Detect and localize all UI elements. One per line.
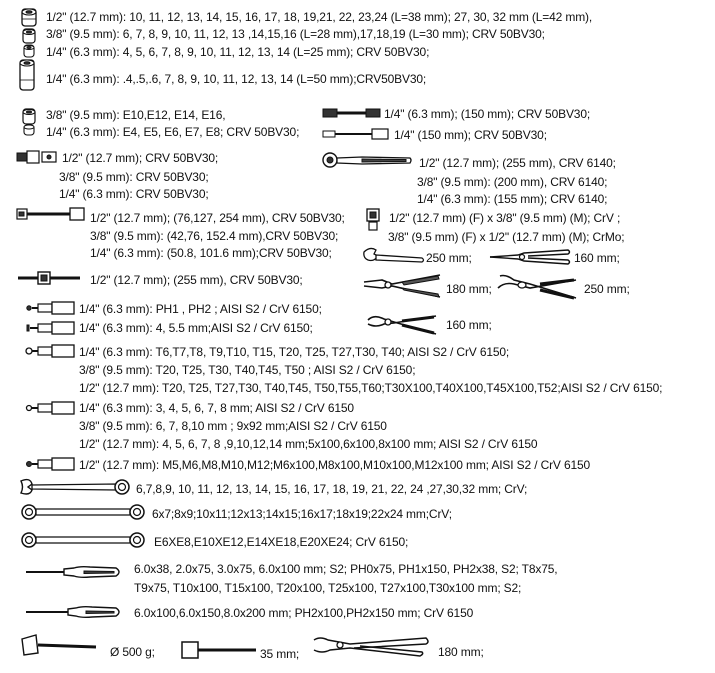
reducer-text-1: 1/2" (12.7 mm) (F) x 3/8" (9.5 mm) (M); CrV ;	[389, 211, 621, 225]
adjustable-wrench-size: 250 mm;	[426, 251, 472, 265]
long-nose-pliers-icon	[488, 248, 572, 266]
adapter-icon	[16, 150, 60, 164]
water-pump-pliers-icon	[496, 272, 580, 302]
torx-sockets-quarter-text: 1/4" (6.3 mm): E4, E5, E6, E7, E8; CRV 50BV30;	[46, 125, 300, 139]
locking-pliers-icon	[310, 632, 432, 662]
extension-text-3: 1/4" (6.3 mm): (50.8, 101.6 mm);CRV 50BV30;	[90, 246, 332, 260]
spline-bit-half-text: 1/2" (12.7 mm): M5,M6,M8,M10,M12;M6x100,M8x100,M10x100,M12x100 mm; AISI S2 / CrV 6150	[79, 458, 591, 472]
punch-size: 35 mm;	[260, 647, 300, 661]
hex-bit-quarter-text: 1/4" (6.3 mm): 3, 4, 5, 6, 7, 8 mm; AISI S2 / CrV 6150	[79, 401, 354, 415]
torx-ring-wrench-text: E6XE8,E10XE12,E14XE18,E20XE24; CrV 6150;	[154, 535, 409, 549]
water-pump-pliers-size: 250 mm;	[584, 282, 630, 296]
screwdriver-text-2: T9x75, T10x100, T15x100, T20x100, T25x100, T27x100,T30x100 mm; S2;	[134, 581, 522, 595]
combination-pliers-icon	[362, 272, 442, 302]
ratchet-text-3: 1/4" (6.3 mm): (155 mm); CRV 6140;	[417, 192, 608, 206]
torx-bit-half-text: 1/2" (12.7 mm): T20, T25, T27,T30, T40,T45, T50,T55,T60;T30X100,T40X100,T45X100,T52;AISI S2 / CrV 6150;	[79, 381, 663, 395]
hex-bit-icon	[24, 401, 78, 415]
adjustable-wrench-icon	[362, 246, 426, 268]
flat-bit-text: 1/4" (6.3 mm): 4, 5.5 mm;AISI S2 / CrV 6150;	[79, 321, 313, 335]
socket-quarter-inch-icon	[21, 44, 37, 58]
combination-wrench-text: 6,7,8,9, 10, 11, 12, 13, 14, 15, 16, 17, 18, 19, 21, 22, 24 ,27,30,32 mm; CrV;	[136, 482, 528, 496]
side-cutter-icon	[366, 310, 438, 338]
socket-half-inch-icon	[19, 8, 39, 28]
torx-socket-small-icon	[22, 124, 36, 136]
long-nose-pliers-size: 160 mm;	[574, 251, 620, 265]
ratchet-text-1: 1/2" (12.7 mm); (255 mm), CRV 6140;	[419, 156, 616, 170]
combination-wrench-icon	[18, 478, 132, 496]
torx-bit-quarter-text: 1/4" (6.3 mm): T6,T7,T8, T9,T10, T15, T20, T25, T27,T30, T40; AISI S2 / CrV 6150;	[79, 345, 510, 359]
punch-icon	[180, 640, 260, 660]
hammer-icon	[20, 633, 100, 667]
side-cutter-size: 160 mm;	[446, 318, 492, 332]
extension-icon	[16, 207, 86, 221]
sockets-quarter-text: 1/4" (6.3 mm): 4, 5, 6, 7, 8, 9, 10, 11, 12, 13, 14 (L=25 mm); CRV 50BV30;	[46, 45, 430, 59]
adapter-text-2: 3/8" (9.5 mm): CRV 50BV30;	[59, 170, 209, 184]
screwdriver-long-icon	[24, 604, 124, 620]
hammer-weight: Ø 500 g;	[110, 645, 155, 659]
phillips-bit-icon	[24, 301, 78, 315]
socket-three-eighths-icon	[20, 28, 38, 44]
deep-sockets-text: 1/4" (6.3 mm): .4,.5,.6, 7, 8, 9, 10, 11, 12, 13, 14 (L=50 mm);CRV50BV30;	[46, 72, 427, 86]
torx-bit-icon	[24, 344, 78, 358]
extension-bar-short-icon	[322, 127, 392, 141]
deep-socket-icon	[16, 58, 38, 92]
combination-pliers-size: 180 mm;	[446, 282, 492, 296]
reducer-text-2: 3/8" (9.5 mm) (F) x 1/2" (12.7 mm) (M); CrMo;	[388, 230, 625, 244]
ratchet-text-2: 3/8" (9.5 mm): (200 mm), CRV 6140;	[417, 175, 608, 189]
extension-bar-text-1: 1/4" (6.3 mm); (150 mm); CRV 50BV30;	[384, 107, 591, 121]
torx-ring-wrench-icon	[20, 531, 146, 549]
extension-bar-icon	[322, 106, 382, 120]
sockets-half-inch-text: 1/2" (12.7 mm): 10, 11, 12, 13, 14, 15, 16, 17, 18, 19,21, 22, 23,24 (L=38 mm); 27, 30, 32 mm (L=42 mm),	[46, 10, 593, 24]
spline-bit-icon	[24, 457, 78, 471]
locking-pliers-size: 180 mm;	[438, 645, 484, 659]
extension-text-1: 1/2" (12.7 mm); (76,127, 254 mm), CRV 50BV30;	[90, 211, 345, 225]
double-ring-wrench-icon	[20, 503, 146, 521]
screwdriver-icon	[24, 564, 124, 580]
torx-bit-three-eighths-text: 3/8" (9.5 mm): T20, T25, T30, T40,T45, T50 ; AISI S2 / CrV 6150;	[79, 363, 416, 377]
flat-bit-icon	[24, 321, 78, 335]
extension-text-2: 3/8" (9.5 mm): (42,76, 152.4 mm),CRV 50BV30;	[90, 229, 339, 243]
hex-bit-half-text: 1/2" (12.7 mm): 4, 5, 6, 7, 8 ,9,10,12,14 mm;5x100,6x100,8x100 mm; AISI S2 / CrV 6150	[79, 437, 538, 451]
ratchet-icon	[322, 152, 412, 170]
torx-sockets-three-eighths-text: 3/8" (9.5 mm): E10,E12, E14, E16,	[46, 108, 226, 122]
screwdriver-text-1: 6.0x38, 2.0x75, 3.0x75, 6.0x100 mm; S2; PH0x75, PH1x150, PH2x38, S2; T8x75,	[134, 562, 558, 576]
t-handle-text: 1/2" (12.7 mm); (255 mm), CRV 50BV30;	[90, 273, 303, 287]
sockets-three-eighths-text: 3/8" (9.5 mm): 6, 7, 8, 9, 10, 11, 12, 13 ,14,15,16 (L=28 mm),17,18,19 (L=30 mm); CRV 50BV30;	[46, 27, 545, 41]
extension-bar-text-2: 1/4" (150 mm); CRV 50BV30;	[394, 128, 547, 142]
screwdriver-text-3: 6.0x100,6.0x150,8.0x200 mm; PH2x100,PH2x150 mm; CrV 6150	[134, 606, 474, 620]
t-handle-icon	[16, 268, 82, 288]
phillips-bit-text: 1/4" (6.3 mm): PH1 , PH2 ; AISI S2 / CrV 6150;	[79, 302, 322, 316]
reducer-icon	[366, 208, 382, 232]
hex-bit-three-eighths-text: 3/8" (9.5 mm): 6, 7, 8,10 mm ; 9x92 mm;AISI S2 / CrV 6150	[79, 419, 387, 433]
adapter-text-3: 1/4" (6.3 mm): CRV 50BV30;	[59, 187, 209, 201]
double-ring-wrench-text: 6x7;8x9;10x11;12x13;14x15;16x17;18x19;22x24 mm;CrV;	[152, 507, 452, 521]
adapter-text-1: 1/2" (12.7 mm); CRV 50BV30;	[62, 151, 219, 165]
